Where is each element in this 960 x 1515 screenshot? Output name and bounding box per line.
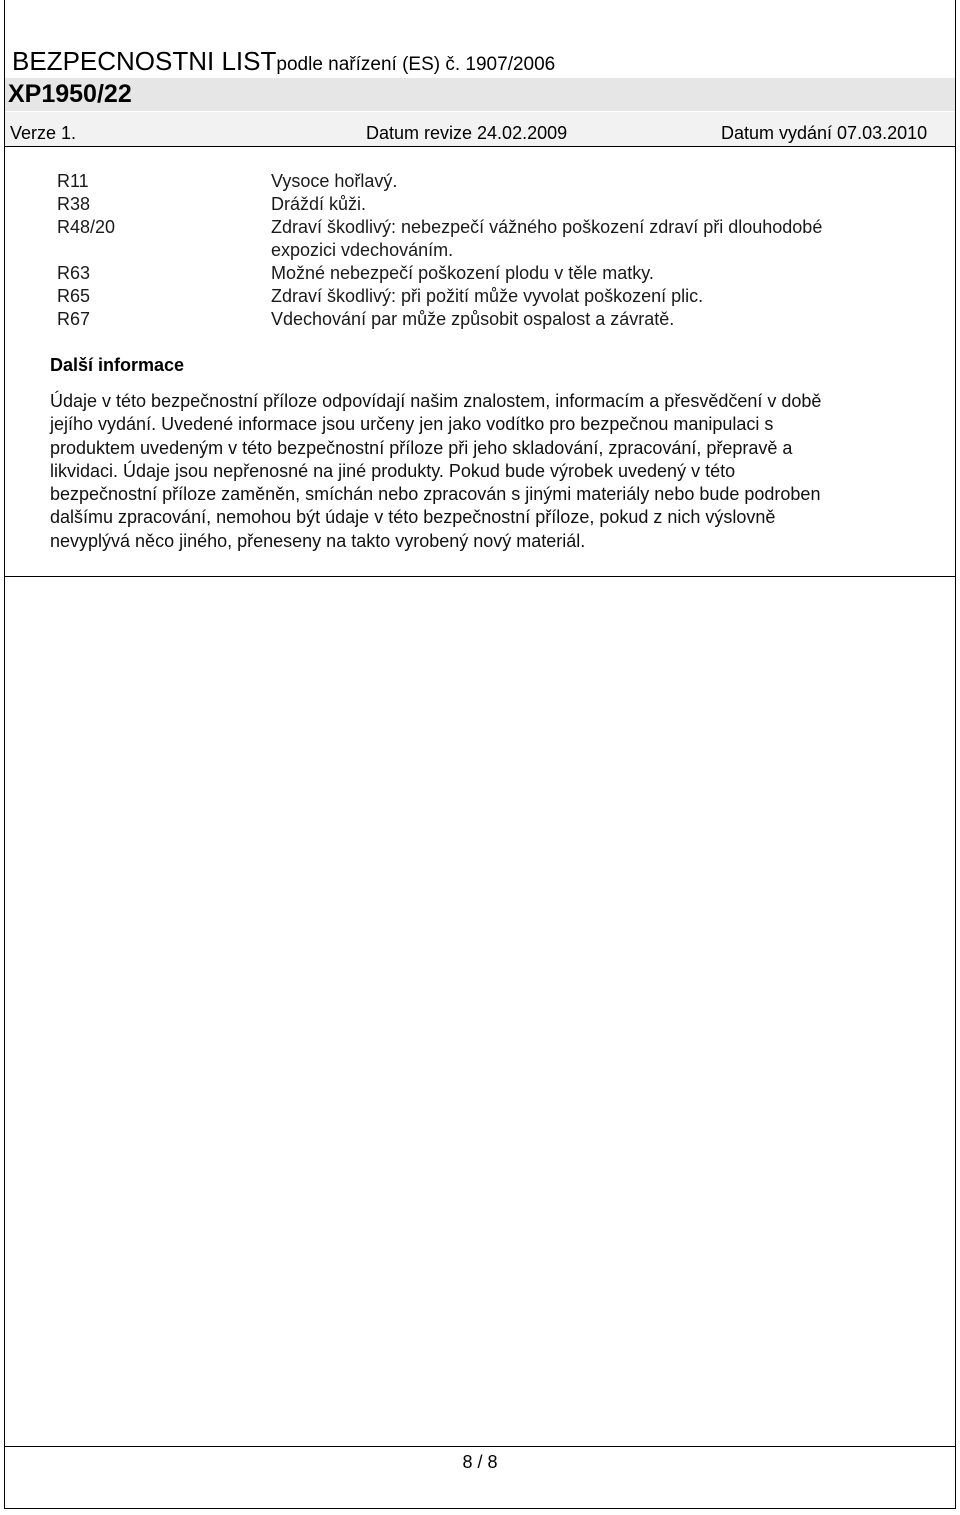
document-title-regulation: podle nařízení (ES) č. 1907/2006 [276,54,556,75]
r-phrase-row [57,170,397,193]
paragraph-line: produktem uvedeným v této bezpečnostní příloze při jeho skladování, zpracování, přepravě a [50,437,793,458]
r-phrase-code: R65 [57,286,91,306]
r-phrase-code: R48/20 [57,217,116,237]
r-phrase-code: R63 [57,263,91,283]
revision-date: Datum revize 24.02.2009 [366,123,568,143]
r-phrase-row [57,262,654,285]
footer-divider [5,1446,955,1447]
r-phrase-row [57,193,366,216]
r-phrase-text: Dráždí kůži. [271,194,367,214]
r-phrase-text: Zdraví škodlivý: při požití může vyvolat poškození plic. [271,286,704,306]
r-phrase-row [57,308,674,331]
paragraph-line: dalšímu zpracování, nemohou být údaje v této bezpečnostní příloze, pokud z nich výslovně [50,507,776,528]
r-phrase-text-line: Zdraví škodlivý: nebezpečí vážného poškození zdraví při dlouhodobé [271,217,823,237]
paragraph-line: Údaje v této bezpečnostní příloze odpovídají našim znalostem, informacím a přesvědčení v době [50,391,822,411]
paragraph-line: jejího vydání. Uvedené informace jsou určeny jen jako vodítko pro bezpečnou manipulaci s [50,414,774,435]
issue-date: Datum vydání 07.03.2010 [721,123,928,143]
r-phrase-text-line: expozici vdechováním. [271,240,454,260]
r-phrase-text: Možné nebezpečí poškození plodu v těle matky. [271,263,654,283]
product-code: XP1950/22 [8,80,132,108]
additional-info-paragraph [50,390,930,553]
r-phrase-row [57,216,822,262]
product-band [5,78,955,111]
document-title [12,48,555,74]
section-heading-additional-info: Další informace [50,355,185,375]
r-phrase-code: R38 [57,194,91,214]
paragraph-line: nevyplývá něco jiného, přeneseny na takto vyrobený nový materiál. [50,530,586,551]
r-phrase-text: Vysoce hořlavý. [271,171,398,191]
content-divider [5,576,955,577]
r-phrase-row [57,285,703,308]
r-phrase-code: R11 [57,171,89,191]
r-phrase-code: R67 [57,309,91,329]
page-number: 8 / 8 [462,1452,498,1472]
paragraph-line: likvidaci. Údaje jsou nepřenosné na jiné produkty. Pokud bude výrobek uvedený v této [50,460,736,481]
document-title-main: BEZPECNOSTNI LIST [12,46,277,76]
r-phrase-text: Vdechování par může způsobit ospalost a závratě. [271,309,675,329]
version-label: Verze 1. [10,123,77,143]
paragraph-line: bezpečnostní příloze zaměněn, smíchán nebo zpracován s jinými materiály nebo bude podroben [50,484,821,505]
r-phrase-text [271,216,822,262]
